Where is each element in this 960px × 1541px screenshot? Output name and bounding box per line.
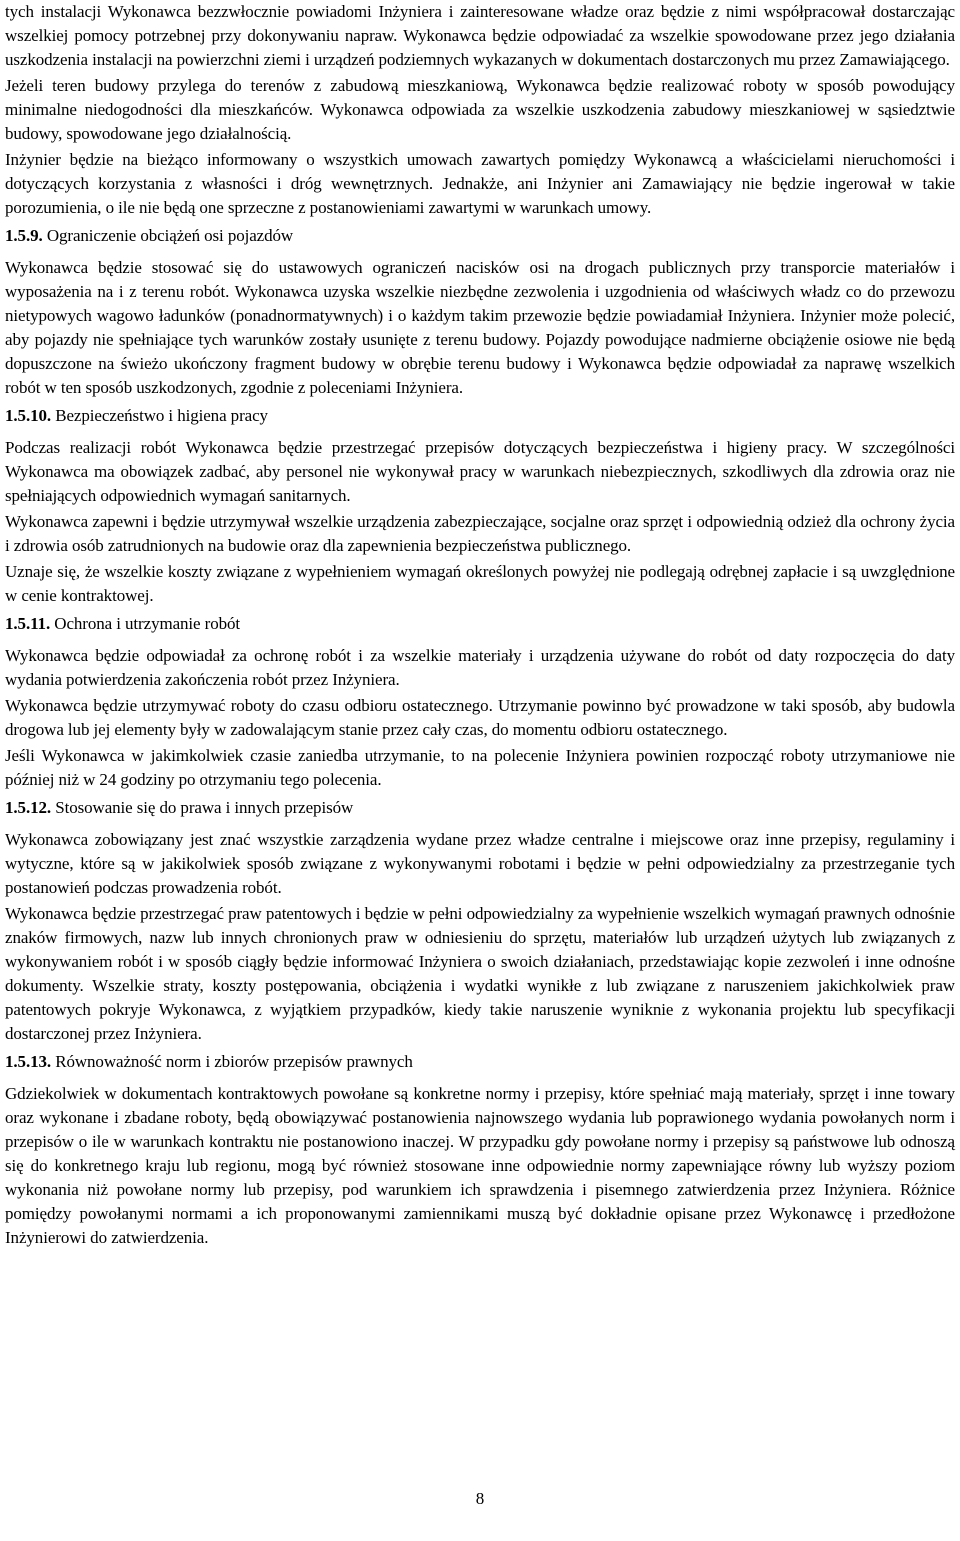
page-number: 8 — [475, 1489, 485, 1508]
section-title: Ograniczenie obciążeń osi pojazdów — [46, 226, 294, 245]
section-heading — [5, 1050, 955, 1074]
section-number: 1.5.11. — [5, 614, 51, 633]
section-title: Równoważność norm i zbiorów przepisów prawnych — [55, 1052, 413, 1071]
paragraph: Gdziekolwiek w dokumentach kontraktowych powołane są konkretne normy i przepisy, które spełniać mają materiały, sprzęt i inne towary oraz wykonane i zbadane roboty, będą obowiązywać postanowienia najnowszego wydania lub poprawionego wydania powołanych norm i przepisów o ile w warunkach kontraktu nie postanowiono inaczej. W przypadku gdy powołane normy i przepisy są państwowe lub odnoszą się do konkretnego kraju lub regionu, mogą być również stosowane inne odpowiednie normy zapewniające równy lub wyższy poziom wykonania niż powołane normy lub przepisy, pod warunkiem ich sprawdzenia i pisemnego zatwierdzenia przez Inżyniera. Różnice pomiędzy powołanymi normami a ich proponowanymi zamiennikami muszą być dokładnie opisane przez Wykonawcę i przedłożone Inżynierowi do zatwierdzenia. — [5, 1084, 955, 1247]
paragraph: Jeżeli teren budowy przylega do terenów z zabudową mieszkaniową, Wykonawca będzie realizować roboty w sposób powodujący minimalne niedogodności dla mieszkańców. Wykonawca odpowiada za wszelkie uszkodzenia zabudowy mieszkaniowej w sąsiedztwie budowy, spowodowane jego działalnością. — [5, 76, 955, 143]
paragraph: Wykonawca będzie odpowiadał za ochronę robót i za wszelkie materiały i urządzenia używane do robót od daty rozpoczęcia do daty wydania potwierdzenia zakończenia robót przez Inżyniera. — [5, 646, 955, 689]
paragraph: Wykonawca będzie przestrzegać praw patentowych i będzie w pełni odpowiedzialny za wypełnienie wszelkich wymagań prawnych odnośnie znaków firmowych, nazw lub innych chronionych praw w odniesieniu do sprzętu, materiałów lub urządzeń użytych lub związanych z wykonywaniem robót i w sposób ciągły będzie informować Inżyniera o swoich działaniach, przedstawiając kopie zezwoleń i inne odnośne dokumenty. Wszelkie straty, koszty postępowania, obciążenia i wydatki wynikłe z lub związane z naruszeniem jakichkolwiek praw patentowych pokryje Wykonawca, z wyjątkiem przypadków, kiedy takie naruszenie wyniknie z wykonania projektu lub specyfikacji dostarczonej przez Inżyniera. — [5, 904, 955, 1043]
section-number: 1.5.9. — [5, 226, 43, 245]
section-heading — [5, 612, 955, 636]
paragraph: Podczas realizacji robót Wykonawca będzie przestrzegać przepisów dotyczących bezpieczeństwa i higieny pracy. W szczególności Wykonawca ma obowiązek zadbać, aby personel nie wykonywał pracy w warunkach niebezpiecznych, szkodliwych dla zdrowia oraz nie spełniających odpowiednich wymagań sanitarnych. — [5, 438, 955, 505]
section-number: 1.5.10. — [5, 406, 52, 425]
section-heading — [5, 404, 955, 428]
paragraph: Inżynier będzie na bieżąco informowany o wszystkich umowach zawartych pomiędzy Wykonawcą a właścicielami nieruchomości i dotyczących korzystania z własności i dróg wewnętrznych. Jednakże, ani Inżynier ani Zamawiający nie będzie ingerował w takie porozumienia, o ile nie będą one sprzeczne z postanowieniami zawartymi w warunkach umowy. — [5, 150, 955, 217]
section-title: Ochrona i utrzymanie robót — [54, 614, 241, 633]
paragraph: tych instalacji Wykonawca bezzwłocznie powiadomi Inżyniera i zainteresowane władze oraz będzie z nimi współpracował dostarczając wszelkiej pomocy potrzebnej przy dokonywaniu napraw. Wykonawca będzie odpowiadać za wszelkie spowodowane przez jego działania uszkodzenia instalacji na powierzchni ziemi i urządzeń podziemnych wykazanych w dokumentach dostarczonych mu przez Zamawiającego. — [5, 2, 955, 69]
paragraph: Wykonawca będzie utrzymywać roboty do czasu odbioru ostatecznego. Utrzymanie powinno być prowadzone w taki sposób, aby budowla drogowa lub jej elementy były w zadowalającym stanie przez cały czas, do momentu odbioru ostatecznego. — [5, 696, 955, 739]
section-number: 1.5.12. — [5, 798, 52, 817]
paragraph: Wykonawca będzie stosować się do ustawowych ograniczeń nacisków osi na drogach publicznych przy transporcie materiałów i wyposażenia na i z terenu robót. Wykonawca uzyska wszelkie niezbędne zezwolenia i uzgodnienia od właściwych władz co do przewozu nietypowych wagowo ładunków (ponadnormatywnych) i o każdym takim przewozie będzie powiadamiał Inżyniera. Inżynier może polecić, aby pojazdy nie spełniające tych warunków zostały usunięte z terenu budowy. Pojazdy powodujące nadmierne obciążenie osiowe nie będą dopuszczone na świeżo ukończony fragment budowy w obrębie terenu budowy i Wykonawca będzie odpowiadał za naprawę wszelkich robót w ten sposób uszkodzonych, zgodnie z poleceniami Inżyniera. — [5, 258, 955, 397]
section-title: Stosowanie się do prawa i innych przepisów — [55, 798, 354, 817]
document-page — [5, 0, 955, 1252]
section-heading — [5, 796, 955, 820]
section-heading — [5, 224, 955, 248]
paragraph: Jeśli Wykonawca w jakimkolwiek czasie zaniedba utrzymanie, to na polecenie Inżyniera powinien rozpocząć roboty utrzymaniowe nie później niż w 24 godziny po otrzymaniu tego polecenia. — [5, 746, 955, 789]
section-number: 1.5.13. — [5, 1052, 52, 1071]
section-title: Bezpieczeństwo i higiena pracy — [55, 406, 268, 425]
paragraph: Uznaje się, że wszelkie koszty związane z wypełnieniem wymagań określonych powyżej nie podlegają odrębnej zapłacie i są uwzględnione w cenie kontraktowej. — [5, 562, 955, 605]
paragraph: Wykonawca zobowiązany jest znać wszystkie zarządzenia wydane przez władze centralne i miejscowe oraz inne przepisy, regulaminy i wytyczne, które są w jakikolwiek sposób związane z wykonywanymi robotami i będzie w pełni odpowiedzialny za przestrzeganie tych postanowień podczas prowadzenia robót. — [5, 830, 955, 897]
paragraph: Wykonawca zapewni i będzie utrzymywał wszelkie urządzenia zabezpieczające, socjalne oraz sprzęt i odpowiednią odzież dla ochrony życia i zdrowia osób zatrudnionych na budowie oraz dla zapewnienia bezpieczeństwa publicznego. — [5, 512, 955, 555]
